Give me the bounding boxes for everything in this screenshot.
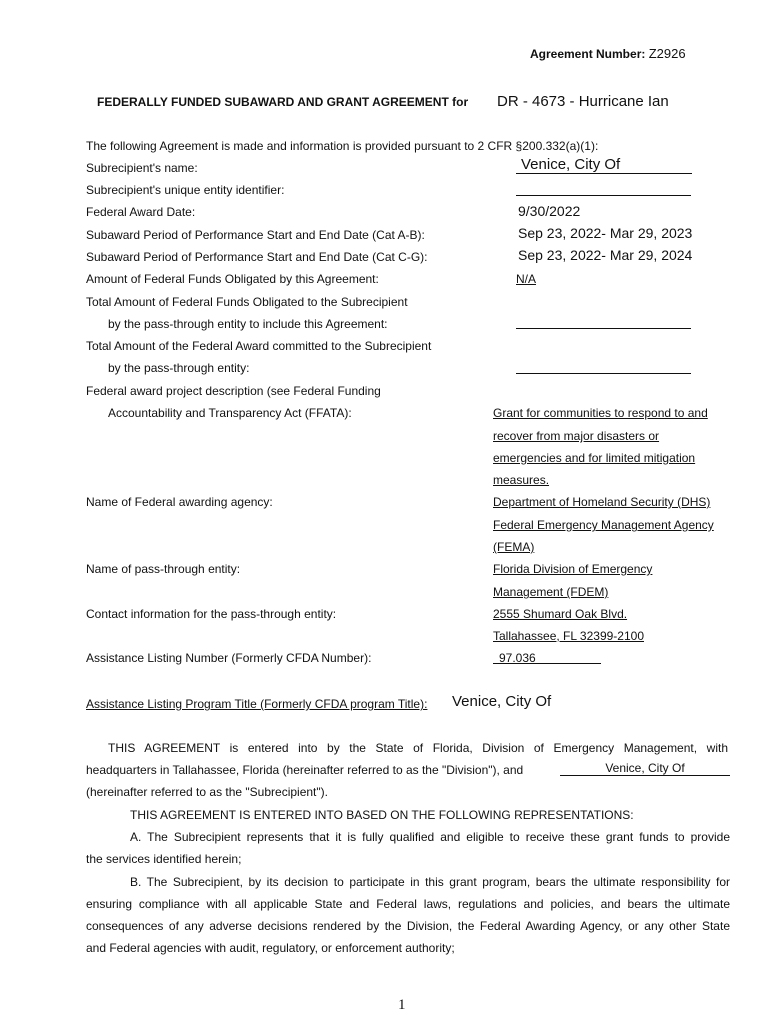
paragraph-1-line-3: (hereinafter referred to as the "Subrecipient"). — [86, 785, 328, 799]
project-desc-label-2: Accountability and Transparency Act (FFATA): — [108, 406, 352, 420]
representation-b-line-2: ensuring compliance with all applicable State and Federal laws, regulations and policies, and bears the ultimate — [86, 897, 730, 911]
pass-through-label: Name of pass-through entity: — [86, 562, 241, 576]
contact-value-line: 2555 Shumard Oak Blvd. — [493, 607, 628, 621]
pass-through-value-line: Management (FDEM) — [493, 585, 609, 599]
total-award-line — [516, 373, 691, 374]
subrecipient-name-value: Venice, City Of — [521, 156, 621, 173]
subrecipient-fill-line — [560, 775, 730, 776]
agreement-title: FEDERALLY FUNDED SUBAWARD AND GRANT AGREEMENT for — [97, 95, 469, 109]
project-desc-value-line: emergencies and for limited mitigation — [493, 451, 696, 465]
representation-b-line-4: and Federal agencies with audit, regulatory, or enforcement authority; — [86, 941, 455, 955]
representation-b-line-3: consequences of any adverse decisions rendered by the Division, the Federal Awarding Agency, or any other State — [86, 919, 730, 933]
subrecipient-name-label: Subrecipient's name: — [86, 161, 198, 175]
cfda-line — [493, 663, 601, 664]
period-cg-label: Subaward Period of Performance Start and End Date (Cat C-G): — [86, 250, 428, 264]
representation-a-line-1: A. The Subrecipient represents that it is fully qualified and eligible to receive these grant funds to provide — [130, 830, 730, 844]
pass-through-value-line: Florida Division of Emergency — [493, 562, 653, 576]
agency-value-line: (FEMA) — [493, 540, 535, 554]
award-date-label: Federal Award Date: — [86, 205, 196, 219]
subrecipient-fill: Venice, City Of — [605, 761, 685, 775]
project-desc-value-line: measures. — [493, 473, 550, 487]
total-award-label-2: by the pass-through entity: — [108, 361, 250, 375]
contact-label: Contact information for the pass-through entity: — [86, 607, 337, 621]
total-obligated-line — [516, 328, 691, 329]
subrecipient-name-line — [516, 173, 692, 174]
program-title-value: Venice, City Of — [452, 693, 552, 710]
representation-b-line-1: B. The Subrecipient, by its decision to participate in this grant program, bears the ultimate responsibility for — [130, 875, 730, 889]
total-obligated-label-1: Total Amount of Federal Funds Obligated to the Subrecipient — [86, 295, 408, 309]
obligated-value: N/A — [516, 272, 537, 286]
page-number: 1 — [398, 997, 406, 1013]
cfda-value: 97.036 — [499, 651, 536, 665]
uei-label: Subrecipient's unique entity identifier: — [86, 183, 285, 197]
uei-line — [516, 195, 691, 196]
agency-value-line: Federal Emergency Management Agency — [493, 518, 714, 532]
total-award-label-1: Total Amount of the Federal Award committed to the Subrecipient — [86, 339, 432, 353]
paragraph-1-line-2: headquarters in Tallahassee, Florida (hereinafter referred to as the "Division"), and — [86, 763, 524, 777]
period-ab-value: Sep 23, 2022- Mar 29, 2023 — [518, 225, 693, 241]
program-title-label: Assistance Listing Program Title (Formerly CFDA program Title): — [86, 697, 428, 711]
project-desc-label-1: Federal award project description (see Federal Funding — [86, 384, 381, 398]
agreement-number — [530, 46, 686, 61]
intro-text: The following Agreement is made and information is provided pursuant to 2 CFR §200.332(a)(1): — [86, 139, 599, 153]
agency-value-line: Department of Homeland Security (DHS) — [493, 495, 711, 509]
representation-a-line-2: the services identified herein; — [86, 852, 242, 866]
project-desc-value-line: Grant for communities to respond to and — [493, 406, 708, 420]
agency-label: Name of Federal awarding agency: — [86, 495, 273, 509]
period-cg-value: Sep 23, 2022- Mar 29, 2024 — [518, 247, 693, 263]
paragraph-1-line-1: THIS AGREEMENT is entered into by the State of Florida, Division of Emergency Management, with — [108, 741, 728, 755]
period-ab-label: Subaward Period of Performance Start and End Date (Cat A-B): — [86, 228, 425, 242]
agreement-number-value: Z2926 — [648, 46, 686, 61]
representations-heading: THIS AGREEMENT IS ENTERED INTO BASED ON THE FOLLOWING REPRESENTATIONS: — [130, 808, 634, 822]
obligated-label: Amount of Federal Funds Obligated by this Agreement: — [86, 272, 379, 286]
project-desc-value-line: recover from major disasters or — [493, 429, 660, 443]
disaster-title: DR - 4673 - Hurricane Ian — [497, 93, 669, 110]
award-date-value: 9/30/2022 — [518, 203, 581, 219]
agreement-number-label: Agreement Number: — [530, 47, 646, 61]
total-obligated-label-2: by the pass-through entity to include this Agreement: — [108, 317, 388, 331]
cfda-label: Assistance Listing Number (Formerly CFDA Number): — [86, 651, 372, 665]
contact-value-line: Tallahassee, FL 32399-2100 — [493, 629, 644, 643]
